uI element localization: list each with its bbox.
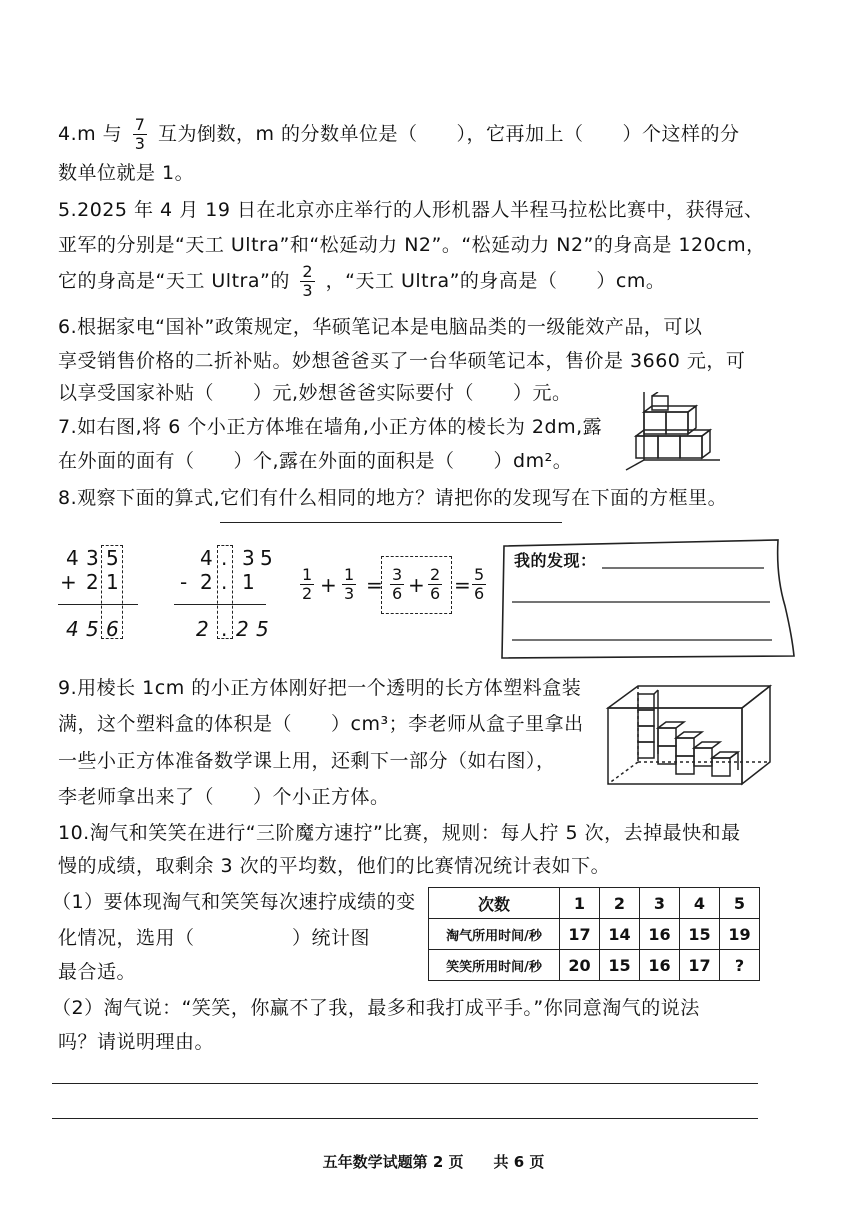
table-cell: 14 [600, 919, 640, 950]
q10-p1-line1: （1）要体现淘气和笑笑每次速拧成绩的变 [52, 891, 416, 913]
add-rule [58, 604, 138, 605]
frac-a-num: 1 [302, 565, 313, 584]
answer-line-1 [52, 1083, 758, 1084]
q5-text-b: ，“天工 Ultra”的身高是（ ）cm。 [325, 270, 666, 292]
table-cell: 15 [680, 919, 720, 950]
q9-line1: 9.用棱长 1cm 的小正方体刚好把一个透明的长方体塑料盒装 [58, 677, 582, 699]
frac-d-den: 6 [430, 584, 441, 603]
add-digit: 4 [66, 546, 79, 570]
sub-digit: 2 [236, 617, 249, 641]
frac-c-num: 3 [392, 565, 403, 584]
q9-line3: 一些小正方体准备数学课上用，还剩下一部分（如右图）， [58, 750, 556, 772]
q5-line3 [58, 263, 665, 300]
table-row [429, 950, 760, 981]
sub-digit: 3 [242, 546, 255, 570]
q10-p1-line2: 化情况，选用（ ）统计图 [58, 927, 371, 949]
add-digit: 3 [86, 546, 99, 570]
table-header-row [429, 888, 760, 919]
q4-text-b: 互为倒数，m 的分数单位是（ ），它再加上（ ）个这样的分 [157, 123, 740, 145]
q7-line2: 在外面的面有（ ）个,露在外面的面积是（ ）dm²。 [58, 450, 573, 472]
sub-digit: 1 [242, 570, 255, 594]
q5-frac-num: 2 [302, 262, 314, 281]
add-digit: 6 [106, 617, 119, 641]
table-header-cell: 5 [720, 888, 760, 919]
frac-e-num: 5 [474, 565, 485, 584]
q4-line1 [58, 116, 740, 153]
stats-table [428, 887, 760, 981]
frac-a [300, 566, 314, 603]
table-cell: 16 [640, 950, 680, 981]
table-cell: 17 [680, 950, 720, 981]
table-cell: 淘气所用时间/秒 [429, 919, 560, 950]
frac-plus2: + [408, 573, 425, 597]
page-footer: 五年数学试题第 2 页 共 6 页 [322, 1153, 545, 1171]
frac-c-den: 6 [392, 584, 403, 603]
sub-digit: 5 [256, 617, 269, 641]
q7-line1: 7.如右图,将 6 个小正方体堆在墙角,小正方体的棱长为 2dm,露 [58, 416, 603, 438]
add-digit: 4 [66, 617, 79, 641]
q4-line2: 数单位就是 1。 [58, 162, 195, 184]
plastic-box-figure [604, 684, 776, 786]
sub-digit: 4 [200, 546, 213, 570]
q4-text-a: 4.m 与 [58, 123, 123, 145]
discovery-label: 我的发现： [514, 551, 597, 570]
sub-dashed-box [217, 545, 233, 639]
q5-frac-den: 3 [302, 281, 314, 300]
sub-digit: 5 [260, 546, 273, 570]
cube-stack-figure [622, 392, 722, 472]
q10-line1: 10.淘气和笑笑在进行“三阶魔方速拧”比赛，规则：每人拧 5 次，去掉最快和最 [58, 822, 741, 844]
frac-d [428, 566, 442, 603]
q6-line3: 以享受国家补贴（ ）元,妙想爸爸实际要付（ ）元。 [58, 382, 572, 404]
frac-plus: + [320, 573, 337, 597]
table-cell: ? [720, 950, 760, 981]
table-header-cell: 4 [680, 888, 720, 919]
add-op: + [60, 570, 77, 594]
q10-p2-line2: 吗？请说明理由。 [58, 1031, 215, 1053]
table-cell: 笑笑所用时间/秒 [429, 950, 560, 981]
q5-fraction [300, 263, 315, 300]
frac-c [390, 566, 404, 603]
table-header-cell: 次数 [429, 888, 560, 919]
q8-line1: 8.观察下面的算式,它们有什么相同的地方？请把你的发现写在下面的方框里。 [58, 487, 728, 509]
q10-line2: 慢的成绩，取剩余 3 次的平均数，他们的比赛情况统计表如下。 [58, 855, 611, 877]
q5-text-a: 它的身高是“天工 Ultra”的 [58, 270, 290, 292]
q8-separator [220, 522, 562, 523]
sub-digit: 2 [200, 570, 213, 594]
q10-p1-line3: 最合适。 [58, 961, 137, 983]
add-digit: 2 [86, 570, 99, 594]
frac-e-den: 6 [474, 584, 485, 603]
table-cell: 17 [560, 919, 600, 950]
frac-e [472, 566, 486, 603]
q5-line1: 5.2025 年 4 月 19 日在北京亦庄举行的人形机器人半程马拉松比赛中，获得冠、 [58, 199, 764, 221]
add-digit: 5 [86, 617, 99, 641]
q9-line4: 李老师拿出来了（ ）个小正方体。 [58, 786, 390, 808]
sub-digit: . [221, 546, 228, 570]
q6-line1: 6.根据家电“国补”政策规定，华硕笔记本是电脑品类的一级能效产品，可以 [58, 316, 703, 338]
q10-p2-line1: （2）淘气说：“笑笑，你赢不了我，最多和我打成平手。”你同意淘气的说法 [52, 997, 700, 1019]
table-cell: 16 [640, 919, 680, 950]
sub-digit: . [221, 570, 228, 594]
sub-digit: 2 [196, 617, 209, 641]
q5-line2: 亚军的分别是“天工 Ultra”和“松延动力 N2”。“松延动力 N2”的身高是 120cm， [58, 234, 766, 256]
frac-b [342, 566, 356, 603]
table-header-cell: 2 [600, 888, 640, 919]
table-header-cell: 1 [560, 888, 600, 919]
frac-d-num: 2 [430, 565, 441, 584]
table-cell: 15 [600, 950, 640, 981]
table-cell: 20 [560, 950, 600, 981]
sub-digit: . [221, 617, 228, 641]
add-dashed-box [101, 545, 123, 639]
frac-eq2: = [454, 573, 471, 597]
q4-frac-num: 7 [134, 115, 146, 134]
frac-b-den: 3 [344, 584, 355, 603]
sub-op: - [180, 570, 188, 594]
add-digit: 1 [106, 570, 119, 594]
answer-line-2 [52, 1118, 758, 1119]
frac-eq1: = [366, 573, 383, 597]
table-row [429, 919, 760, 950]
frac-a-den: 2 [302, 584, 313, 603]
table-header-cell: 3 [640, 888, 680, 919]
q4-fraction [133, 116, 148, 153]
q9-line2: 满，这个塑料盒的体积是（ ）cm³；李老师从盒子里拿出 [58, 713, 584, 735]
q4-frac-den: 3 [134, 134, 146, 153]
add-digit: 5 [106, 546, 119, 570]
table-cell: 19 [720, 919, 760, 950]
q6-line2: 享受销售价格的二折补贴。妙想爸爸买了一台华硕笔记本，售价是 3660 元，可 [58, 350, 746, 372]
frac-b-num: 1 [344, 565, 355, 584]
